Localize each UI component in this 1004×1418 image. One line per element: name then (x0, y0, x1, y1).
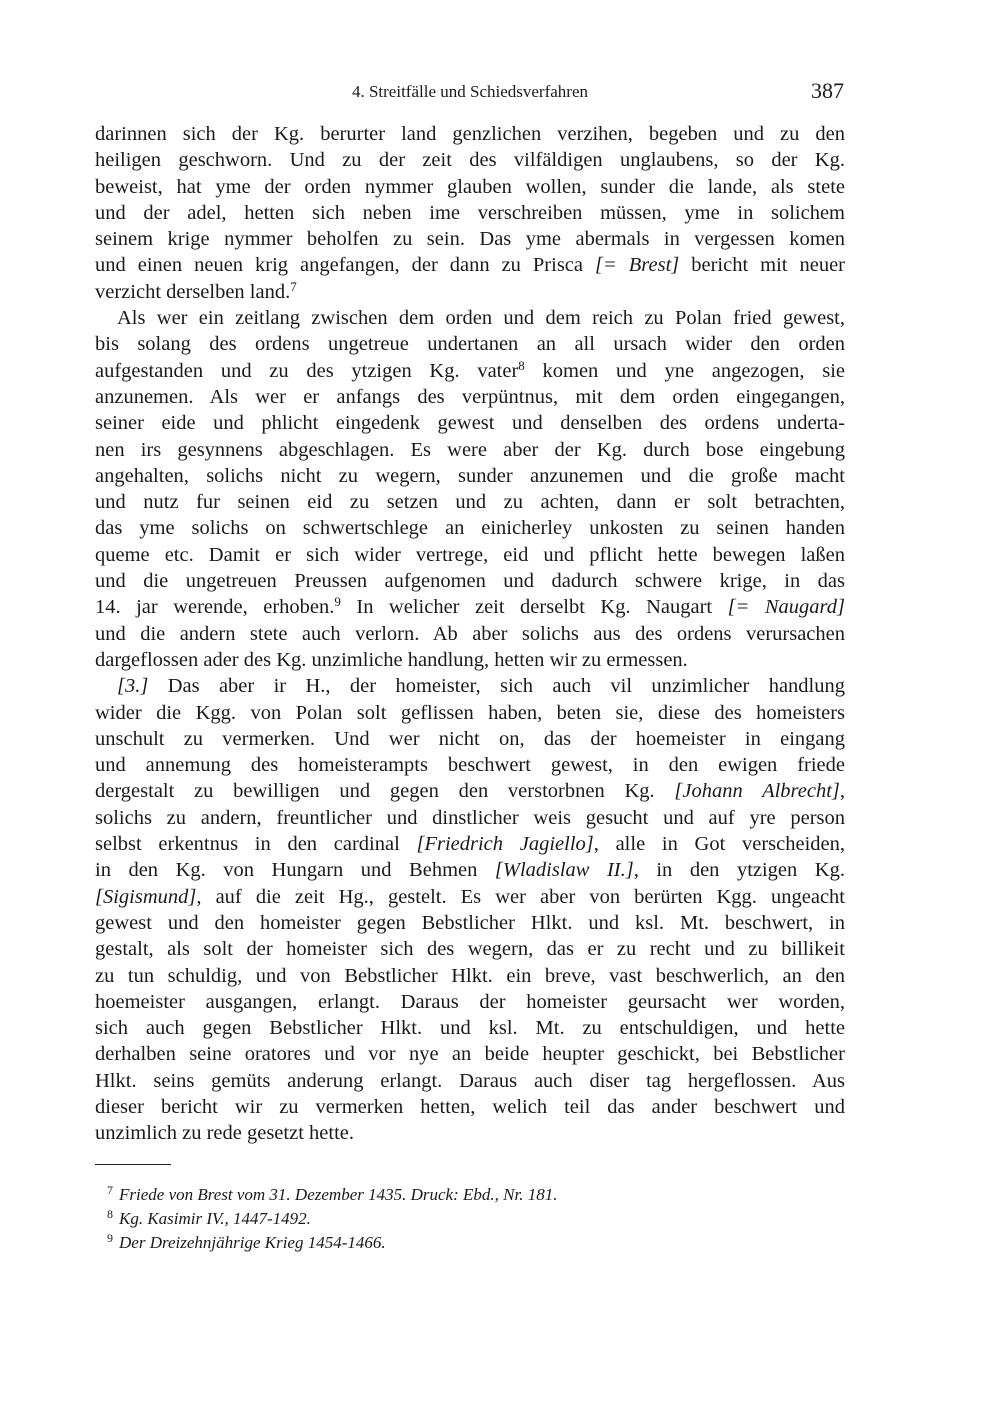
footnote-text: Der Dreizehnjährige Krieg 1454-1466. (119, 1233, 386, 1252)
text-segment: Hlkt. seins gemüts anderung erlangt. Daraus auch diser tag hergeflossen. Aus (95, 1069, 845, 1092)
text-line (95, 252, 845, 278)
text-segment: seinem krige nymmer beholfen zu sein. Das yme abermals in vergessen komen (95, 228, 845, 251)
text-segment: , in den ytzigen Kg. (633, 859, 845, 882)
text-line (95, 437, 845, 463)
text-segment: gestalt, als solt der homeister sich des wegern, das er zu recht und zu billikeit (95, 938, 845, 961)
text-segment: 14. jar werende, erhoben. (95, 596, 335, 619)
text-line (95, 621, 845, 647)
text-segment: solichs zu andern, freuntlicher und dinstlicher weis gesucht und auf yre person (95, 806, 845, 829)
text-line (95, 1068, 845, 1094)
body-text (95, 121, 845, 1147)
text-line (95, 1094, 845, 1120)
footnotes (107, 1178, 557, 1250)
text-line (95, 200, 845, 226)
text-line (95, 726, 845, 752)
editorial-insertion: [Sigismund] (95, 885, 197, 908)
text-segment: nen irs gesynnens abgeschlagen. Es were aber der Kg. durch bose eingebung (95, 438, 845, 461)
text-line (95, 752, 845, 778)
text-line (95, 279, 845, 305)
editorial-insertion: [Johann Albrecht] (674, 780, 840, 803)
text-segment: gewest und den homeister gegen Bebstlicher Hlkt. und ksl. Mt. beschwert, in (95, 911, 845, 934)
text-segment: bericht mit neuer (679, 254, 845, 277)
text-segment: derhalben seine oratores und vor nye an beide heupter geschickt, bei Bebstlicher (95, 1043, 845, 1066)
text-segment: dieser bericht wir zu vermerken hetten, welich teil das ander beschwert und (95, 1095, 845, 1118)
text-segment: In welicher zeit derselbt Kg. Naugart (340, 596, 728, 619)
text-line (95, 594, 845, 620)
text-segment: und die ungetreuen Preussen aufgenomen und dadurch schwere krige, in das (95, 570, 845, 593)
text-line (95, 936, 845, 962)
text-line (95, 857, 845, 883)
text-segment: hoemeister ausgangen, erlangt. Daraus der homeister geursacht wer worden, (95, 990, 845, 1013)
text-line (95, 305, 845, 331)
text-line (95, 700, 845, 726)
text-line (95, 542, 845, 568)
text-segment: unschult zu vermerken. Und wer nicht on, das der hoemeister in eingang (95, 727, 845, 750)
footnote-reference: 8 (518, 357, 525, 373)
footnote-reference: 9 (334, 594, 341, 610)
text-segment: aufgestanden und zu des ytzigen Kg. vater (95, 359, 519, 382)
text-segment: verzicht derselben land. (95, 280, 291, 303)
text-segment: seiner eide und phlicht eingedenk gewest und denselben des ordens underta- (95, 412, 845, 435)
editorial-insertion: [= Naugard] (727, 596, 845, 619)
text-line (95, 147, 845, 173)
text-line (95, 515, 845, 541)
text-line (95, 174, 845, 200)
text-line (95, 884, 845, 910)
text-line (95, 1041, 845, 1067)
text-line (95, 358, 845, 384)
paragraph (95, 121, 845, 305)
text-line (95, 1015, 845, 1041)
text-segment: Das aber ir H., der homeister, sich auch vil unzimlicher handlung (148, 675, 845, 698)
page-number: 387 (811, 78, 844, 103)
running-header: 4. Streitfälle und Schiedsverfahren (351, 82, 589, 101)
editorial-insertion: [Wladislaw II.] (494, 859, 634, 882)
text-line (95, 1120, 845, 1146)
text-line (95, 778, 845, 804)
editorial-insertion: [Friedrich Jagiello] (416, 833, 594, 856)
text-segment: queme etc. Damit er sich wider vertrege, eid und pflicht hette bewegen laßen (95, 543, 845, 566)
text-segment: beweist, hat yme der orden nymmer glauben wollen, sunder die lande, als stete (95, 175, 845, 198)
text-segment: und der adel, hetten sich neben ime verschreiben müssen, yme in solichem (95, 201, 845, 224)
text-segment: , (839, 780, 846, 803)
text-segment: selbst erkentnus in den cardinal (95, 833, 417, 856)
editorial-insertion: [3.] (117, 675, 149, 698)
footnote-number: 8 (107, 1207, 113, 1221)
text-line (95, 121, 845, 147)
footnote-number: 7 (107, 1183, 113, 1197)
editorial-insertion: [= Brest] (595, 254, 680, 277)
text-segment: und nutz fur seinen eid zu setzen und zu achten, dann er solt betrachten, (95, 491, 845, 514)
footnote-number: 9 (107, 1231, 113, 1245)
text-segment: heiligen geschworn. Und zu der zeit des vilfäldigen unglaubens, so der Kg. (95, 149, 845, 172)
text-segment: Als wer ein zeitlang zwischen dem orden und dem reich zu Polan fried gewest, (117, 307, 845, 330)
text-line (95, 489, 845, 515)
text-segment: anzunemen. Als wer er anfangs des verpüntnus, mit dem orden eingegangen, (95, 385, 845, 408)
text-segment: das yme solichs on schwertschlege an einicherley unkosten zu seinen handen (95, 517, 845, 540)
text-segment: und einen neuen krig angefangen, der dann zu Prisca (95, 254, 595, 277)
text-segment: darinnen sich der Kg. berurter land genzlichen verzihen, begeben und zu den (95, 123, 845, 145)
text-line (95, 831, 845, 857)
paragraph (95, 673, 845, 1146)
text-line (95, 568, 845, 594)
text-segment: , auf die zeit Hg., gestelt. Es wer aber von berürten Kgg. ungeacht (196, 885, 845, 908)
text-segment: angehalten, solichs nicht zu wegern, sunder anzunemen und die große macht (95, 464, 845, 487)
text-segment: zu tun schuldig, und von Bebstlicher Hlkt. ein breve, vast beschwerlich, an den (95, 964, 845, 987)
footnote-text: Friede von Brest vom 31. Dezember 1435. Druck: Ebd., Nr. 181. (119, 1185, 558, 1204)
text-segment: in den Kg. von Hungarn und Behmen (95, 859, 495, 882)
text-line (95, 647, 845, 673)
paragraph (95, 305, 845, 673)
text-line (95, 331, 845, 357)
text-line (95, 410, 845, 436)
footnote (107, 1202, 557, 1226)
text-segment: unzimlich zu rede gesetzt hette. (95, 1122, 354, 1145)
footnote-reference: 7 (290, 278, 297, 294)
text-line (95, 673, 845, 699)
text-segment: bis solang des ordens ungetreue undertanen an all ursach wider den orden (95, 333, 845, 356)
footnote (107, 1178, 557, 1202)
text-line (95, 463, 845, 489)
text-segment: dergestalt zu bewilligen und gegen den verstorbnen Kg. (95, 780, 675, 803)
text-segment: , alle in Got verscheiden, (593, 833, 845, 856)
text-line (95, 384, 845, 410)
footnote-text: Kg. Kasimir IV., 1447-1492. (119, 1209, 311, 1228)
text-line (95, 963, 845, 989)
text-line (95, 805, 845, 831)
footnote (107, 1226, 557, 1250)
footnote-divider (95, 1164, 171, 1165)
text-segment: und die andern stete auch verlorn. Ab aber solichs aus des ordens verursachen (95, 622, 845, 645)
text-segment: sich auch gegen Bebstlicher Hlkt. und ksl. Mt. zu entschuldigen, und hette (95, 1017, 845, 1040)
text-segment: komen und yne angezogen, sie (524, 359, 846, 382)
text-line (95, 989, 845, 1015)
text-segment: und annemung des homeisterampts beschwert gewest, in den ewigen friede (95, 754, 845, 777)
text-segment: wider die Kgg. von Polan solt geflissen haben, beten sie, diese des homeisters (95, 701, 845, 724)
text-line (95, 910, 845, 936)
text-segment: dargeflossen ader des Kg. unzimliche handlung, hetten wir zu ermessen. (95, 648, 688, 671)
text-line (95, 226, 845, 252)
